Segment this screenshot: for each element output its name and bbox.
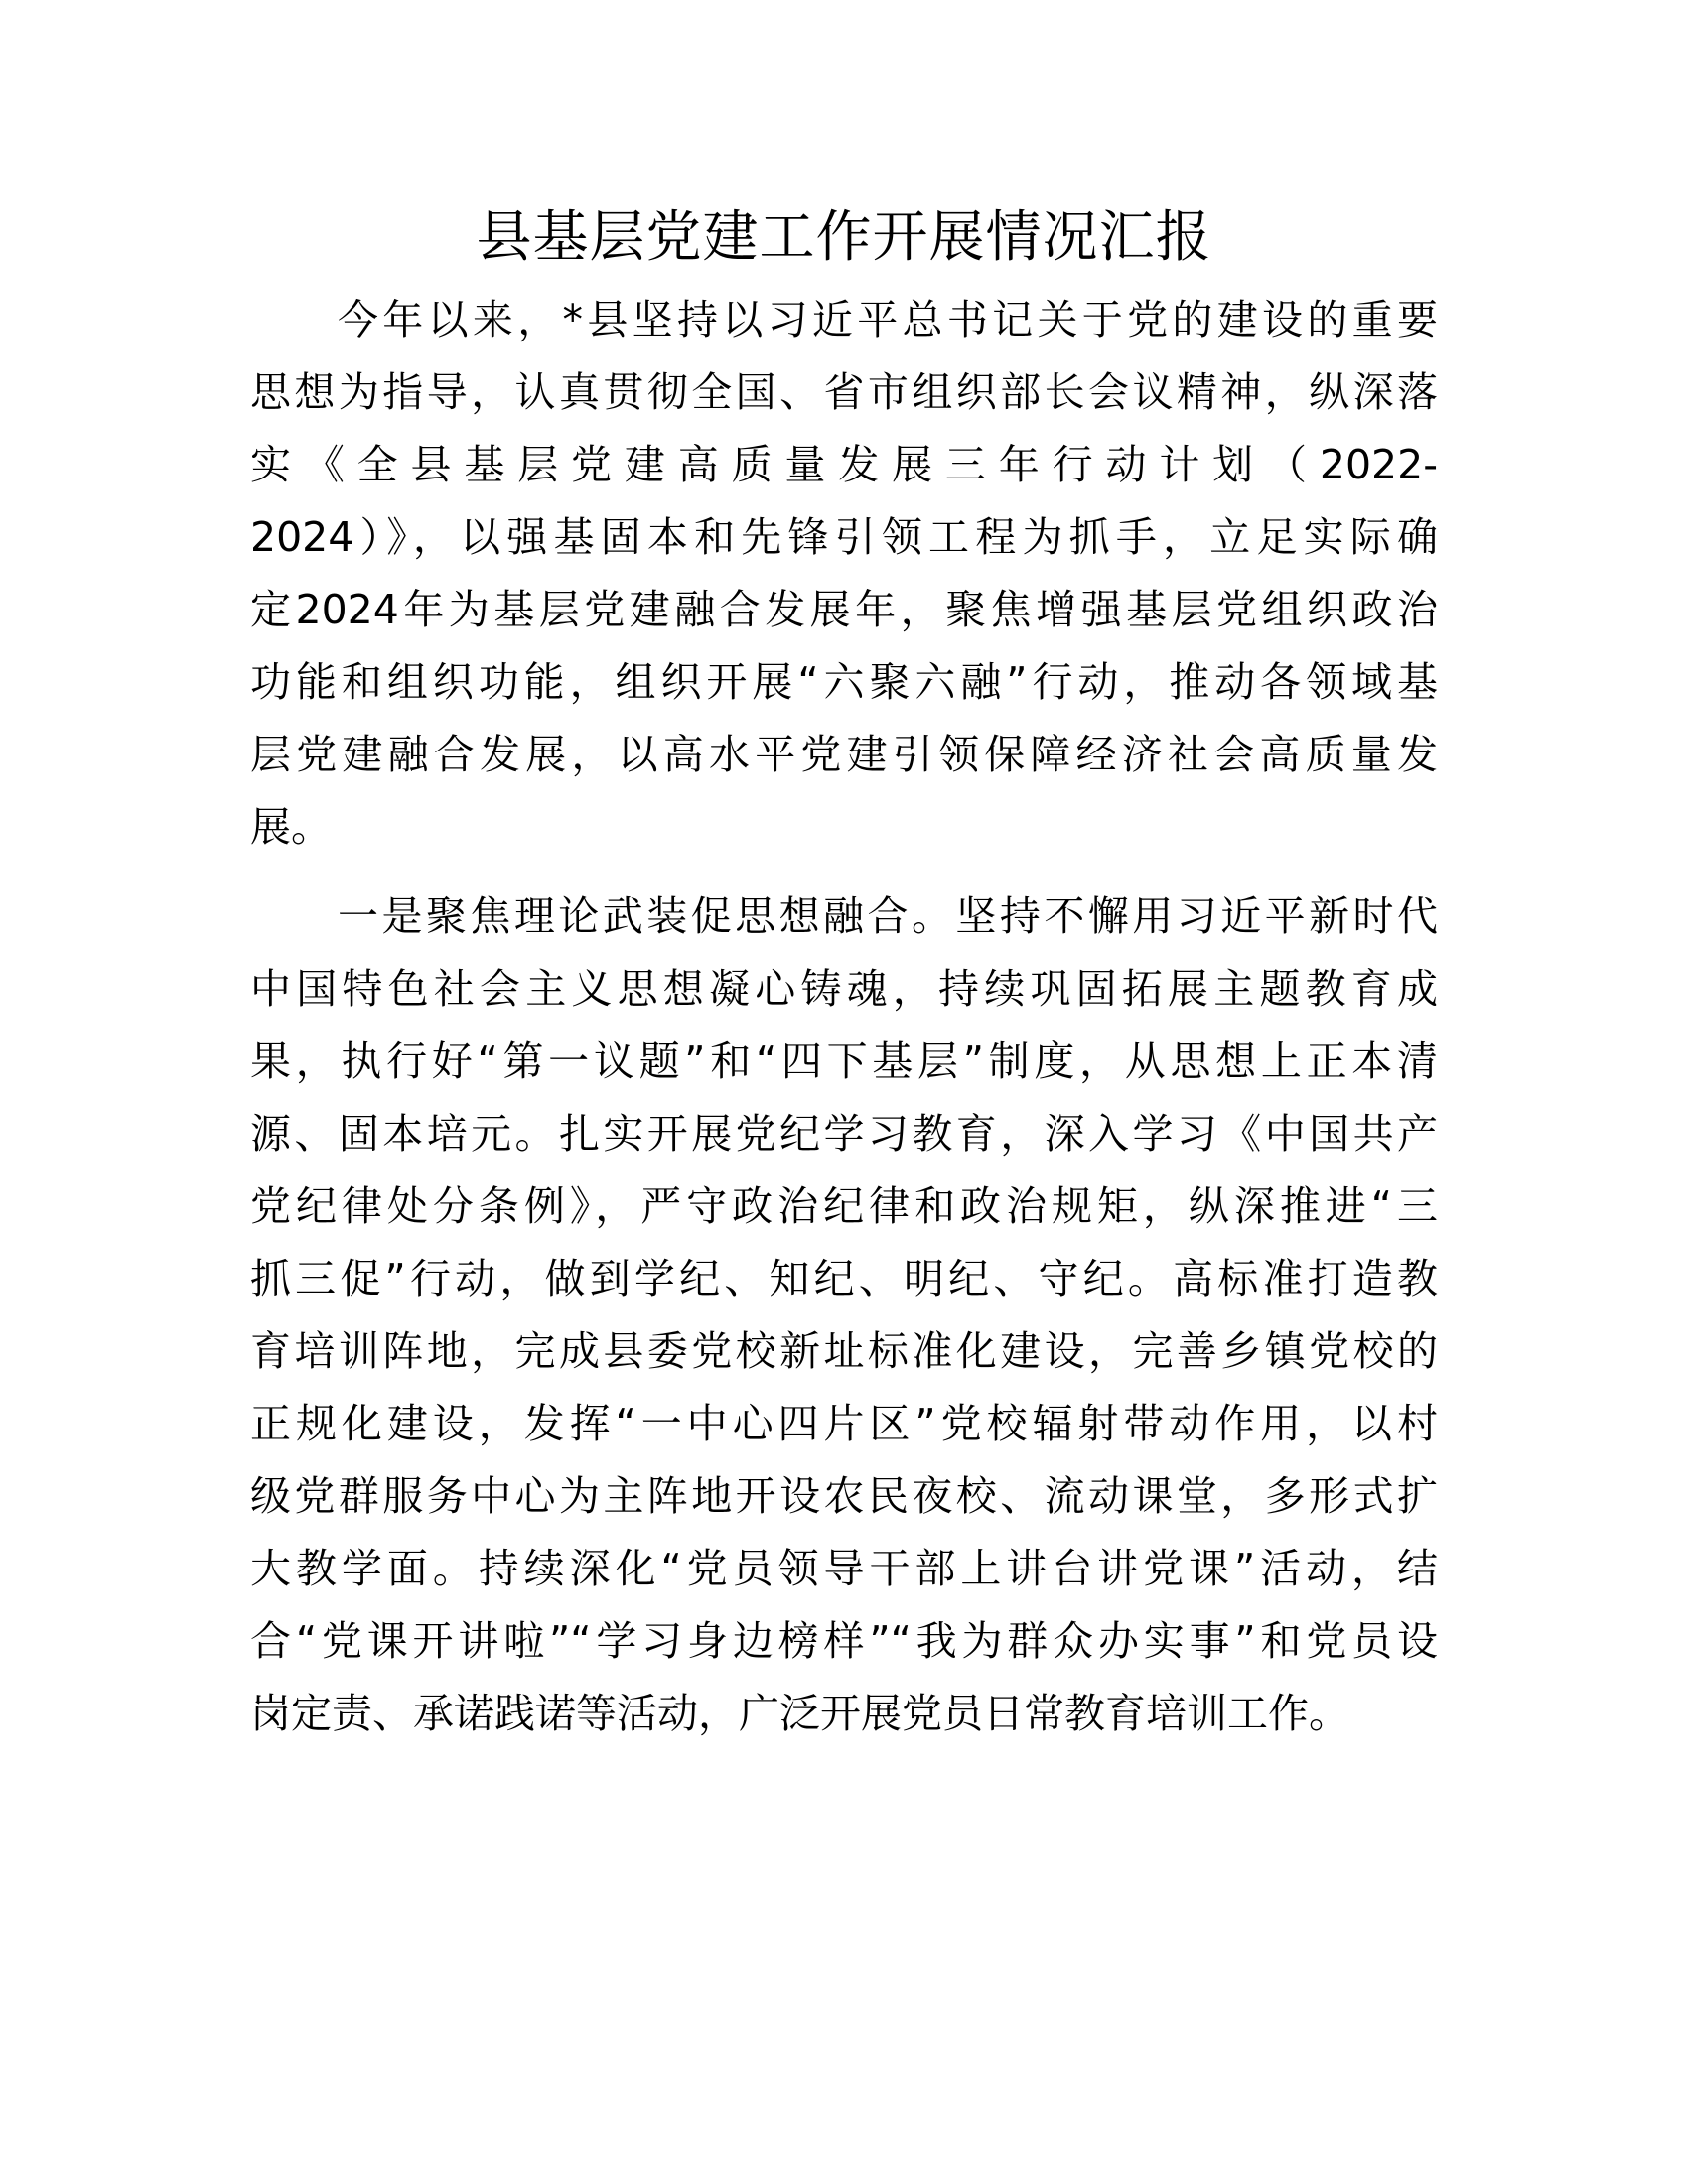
text-line: 一是聚焦理论武装促思想融合。坚持不懈用习近平新时代 xyxy=(338,892,1438,940)
text-line: 功能和组织功能，组织开展“六聚六融”行动，推动各领域基 xyxy=(250,658,1438,706)
text-line: 大教学面。持续深化“党员领导干部上讲台讲党课”活动，结 xyxy=(250,1545,1438,1592)
text-line: 育培训阵地，完成县委党校新址标准化建设，完善乡镇党校的 xyxy=(250,1327,1438,1375)
paragraph-theory-armament xyxy=(250,881,1438,1750)
text-line: 级党群服务中心为主阵地开设农民夜校、流动课堂，多形式扩 xyxy=(250,1472,1438,1520)
document-title: 县基层党建工作开展情况汇报 xyxy=(476,205,1212,270)
text-line: 岗定责、承诺践诺等活动，广泛开展党员日常教育培训工作。 xyxy=(250,1690,1349,1737)
text-line: 定2024年为基层党建融合发展年，聚焦增强基层党组织政治 xyxy=(250,586,1438,633)
paragraph-intro xyxy=(250,284,1438,864)
text-line: 层党建融合发展，以高水平党建引领保障经济社会高质量发 xyxy=(250,731,1438,778)
text-line: 党纪律处分条例》，严守政治纪律和政治规矩，纵深推进“三 xyxy=(250,1182,1438,1230)
text-line: 实《全县基层党建高质量发展三年行动计划（2022- xyxy=(250,441,1438,488)
text-line: 果，执行好“第一议题”和“四下基层”制度，从思想上正本清 xyxy=(250,1037,1438,1085)
text-line: 中国特色社会主义思想凝心铸魂，持续巩固拓展主题教育成 xyxy=(250,965,1438,1013)
text-line: 2024）》，以强基固本和先锋引领工程为抓手，立足实际确 xyxy=(250,513,1438,561)
text-line: 抓三促”行动，做到学纪、知纪、明纪、守纪。高标准打造教 xyxy=(250,1255,1438,1302)
document-body xyxy=(250,284,1438,1750)
text-line: 源、固本培元。扎实开展党纪学习教育，深入学习《中国共产 xyxy=(250,1110,1438,1158)
text-line: 展。 xyxy=(250,803,332,851)
paragraph-spacer xyxy=(250,864,1438,881)
text-line: 合“党课开讲啦”“学习身边榜样”“我为群众办实事”和党员设 xyxy=(250,1617,1438,1665)
text-line: 思想为指导，认真贯彻全国、省市组织部长会议精神，纵深落 xyxy=(250,368,1438,416)
text-line: 正规化建设，发挥“一中心四片区”党校辐射带动作用，以村 xyxy=(250,1400,1438,1447)
text-line: 今年以来，*县坚持以习近平总书记关于党的建设的重要 xyxy=(338,296,1438,343)
